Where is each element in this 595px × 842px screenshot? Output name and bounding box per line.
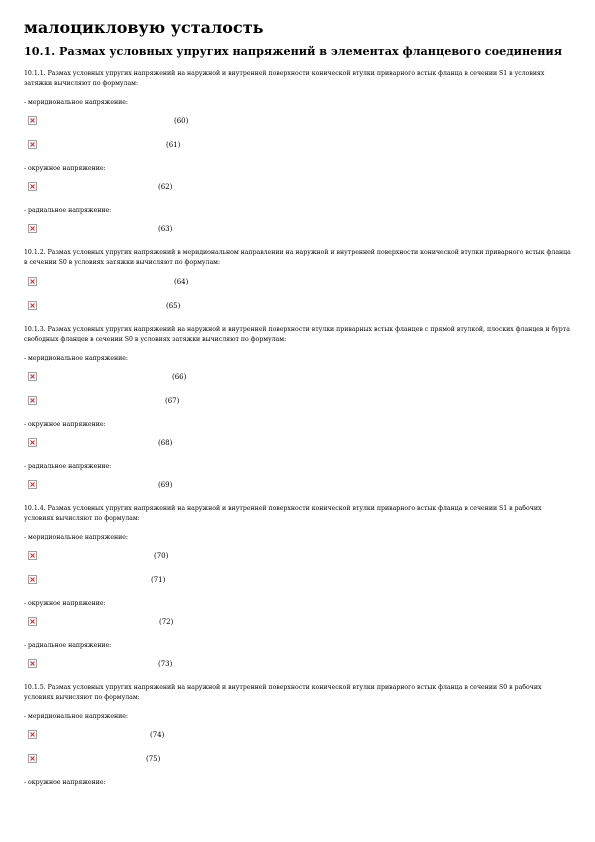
- equation-number: (70): [154, 552, 169, 560]
- formula-row: [24, 617, 572, 631]
- equation-number: (64): [174, 278, 189, 286]
- stress-label: - окружное напряжение:: [24, 600, 106, 607]
- section-heading: 10.1. Размах условных упругих напряжений в элементах фланцевого соединения: [24, 44, 562, 58]
- formula-row: [24, 372, 572, 386]
- stress-label: - окружное напряжение:: [24, 165, 106, 172]
- broken-image-icon: [28, 116, 37, 125]
- equation-number: (75): [146, 755, 161, 763]
- stress-label: - радиальное напряжение:: [24, 463, 112, 470]
- formula-row: [24, 224, 572, 238]
- formula-row: [24, 754, 572, 768]
- formula-row: [24, 575, 572, 589]
- equation-number: (66): [172, 373, 187, 381]
- formula-row: [24, 140, 572, 154]
- equation-number: (69): [158, 481, 173, 489]
- page-heading: малоцикловую усталость: [24, 18, 264, 37]
- equation-number: (72): [159, 618, 174, 626]
- equation-number: (63): [158, 225, 173, 233]
- stress-label: - меридиональное напряжение:: [24, 534, 129, 541]
- broken-image-icon: [28, 551, 37, 560]
- document-page: [24, 18, 572, 796]
- equation-number: (62): [158, 183, 173, 191]
- broken-image-icon: [28, 659, 37, 668]
- broken-image-icon: [28, 730, 37, 739]
- formula-row: [24, 277, 572, 291]
- stress-label: - окружное напряжение:: [24, 421, 106, 428]
- sections-container: [24, 69, 572, 787]
- formula-row: [24, 551, 572, 565]
- broken-image-icon: [28, 438, 37, 447]
- equation-number: (74): [150, 731, 165, 739]
- equation-number: (60): [174, 117, 189, 125]
- formula-row: [24, 396, 572, 410]
- equation-number: (65): [166, 302, 181, 310]
- broken-image-icon: [28, 277, 37, 286]
- broken-image-icon: [28, 617, 37, 626]
- stress-label: - меридиональное напряжение:: [24, 713, 129, 720]
- broken-image-icon: [28, 182, 37, 191]
- section-intro: 10.1.3. Размах условных упругих напряжений на наружной и внутренней поверхности втулки приварных встык фланцев с прямой втулкой, плоских фланцев и бурта свободных фланцев в сечении S0 в условиях затяжки вычисляют по формулам:: [24, 326, 570, 343]
- broken-image-icon: [28, 224, 37, 233]
- stress-label: - радиальное напряжение:: [24, 207, 112, 214]
- broken-image-icon: [28, 372, 37, 381]
- stress-label: - меридиональное напряжение:: [24, 99, 129, 106]
- broken-image-icon: [28, 754, 37, 763]
- formula-row: [24, 182, 572, 196]
- stress-label: - окружное напряжение:: [24, 779, 106, 786]
- stress-label: - радиальное напряжение:: [24, 642, 112, 649]
- section-intro: 10.1.1. Размах условных упругих напряжений на наружной и внутренней поверхности конической втулки приварного встык фланца в сечении S1 в условиях затяжки вычисляют по формулам:: [24, 70, 545, 87]
- stress-label: - меридиональное напряжение:: [24, 355, 129, 362]
- equation-number: (61): [166, 141, 181, 149]
- broken-image-icon: [28, 575, 37, 584]
- section-intro: 10.1.5. Размах условных упругих напряжений на наружной и внутренней поверхности конической втулки приварного встык фланца в сечении S0 в рабочих условиях вычисляют по формулам:: [24, 684, 542, 701]
- equation-number: (73): [158, 660, 173, 668]
- section-intro: 10.1.4. Размах условных упругих напряжений на наружной и внутренней поверхности конической втулки приварного встык фланца в сечении S1 в рабочих условиях вычисляют по формулам:: [24, 505, 542, 522]
- formula-row: [24, 301, 572, 315]
- equation-number: (67): [165, 397, 180, 405]
- broken-image-icon: [28, 301, 37, 310]
- equation-number: (71): [151, 576, 166, 584]
- formula-row: [24, 438, 572, 452]
- section-intro: 10.1.2. Размах условных упругих напряжений в меридиональном направлении на наружной и внутренней поверхности конической втулки приварного встык фланца в сечении S0 в условиях затяжки вычисляют по формулам:: [24, 249, 571, 266]
- broken-image-icon: [28, 480, 37, 489]
- formula-row: [24, 730, 572, 744]
- broken-image-icon: [28, 396, 37, 405]
- formula-row: [24, 480, 572, 494]
- formula-row: [24, 116, 572, 130]
- equation-number: (68): [158, 439, 173, 447]
- broken-image-icon: [28, 140, 37, 149]
- formula-row: [24, 659, 572, 673]
